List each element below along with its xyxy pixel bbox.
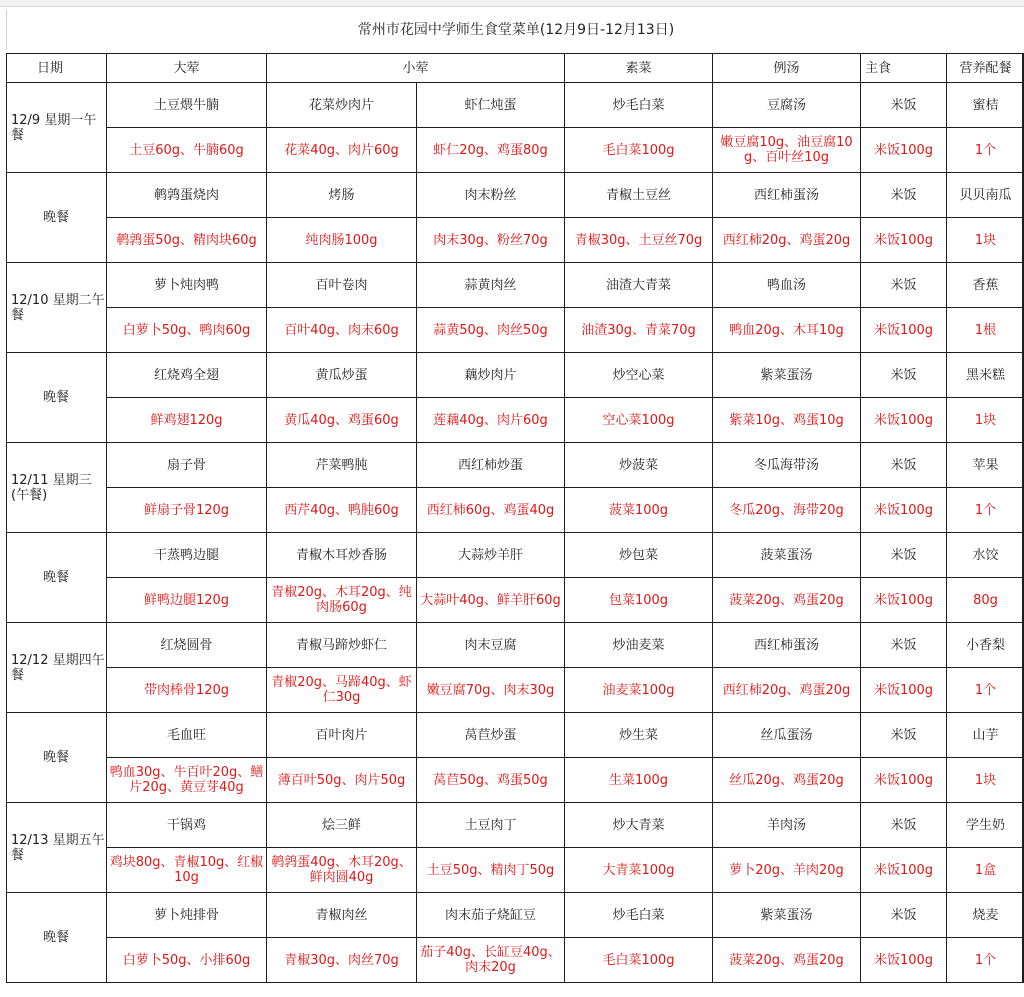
meal-dish-row bbox=[7, 533, 1024, 578]
amount-side-meat-2: 土豆50g、精肉丁50g bbox=[417, 848, 565, 893]
dish-staple: 米饭 bbox=[861, 533, 947, 578]
dish-side-meat-2: 莴苣炒蛋 bbox=[417, 713, 565, 758]
dish-side-meat-2: 肉末茄子烧缸豆 bbox=[417, 893, 565, 938]
dish-side-meat-1: 百叶卷肉 bbox=[267, 263, 417, 308]
amount-vegetable: 生菜100g bbox=[565, 758, 713, 803]
amount-side-meat-2: 嫩豆腐70g、肉末30g bbox=[417, 668, 565, 713]
header-row bbox=[7, 54, 1024, 83]
meal-dish-row bbox=[7, 713, 1024, 758]
amount-nutrition: 1个 bbox=[947, 668, 1024, 713]
menu-table bbox=[6, 53, 1024, 983]
amount-main-meat: 白萝卜50g、鸭肉60g bbox=[107, 308, 267, 353]
dish-main-meat: 萝卜炖肉鸭 bbox=[107, 263, 267, 308]
amount-main-meat: 白萝卜50g、小排60g bbox=[107, 938, 267, 983]
amount-soup: 嫩豆腐10g、油豆腐10g、百叶丝10g bbox=[713, 128, 861, 173]
amount-vegetable: 毛白菜100g bbox=[565, 938, 713, 983]
dish-side-meat-1: 青椒木耳炒香肠 bbox=[267, 533, 417, 578]
meal-amount-row bbox=[7, 128, 1024, 173]
amount-nutrition: 1个 bbox=[947, 938, 1024, 983]
header-date: 日期 bbox=[7, 54, 107, 83]
dish-nutrition: 蜜桔 bbox=[947, 83, 1024, 128]
amount-nutrition: 1块 bbox=[947, 398, 1024, 443]
amount-main-meat: 鲜鸭边腿120g bbox=[107, 578, 267, 623]
dish-side-meat-1: 烩三鲜 bbox=[267, 803, 417, 848]
dish-side-meat-1: 烤肠 bbox=[267, 173, 417, 218]
dish-side-meat-2: 肉末粉丝 bbox=[417, 173, 565, 218]
amount-staple: 米饭100g bbox=[861, 668, 947, 713]
dish-nutrition: 山芋 bbox=[947, 713, 1024, 758]
meal-amount-row bbox=[7, 488, 1024, 533]
amount-side-meat-2: 西红柿60g、鸡蛋40g bbox=[417, 488, 565, 533]
meal-dish-row bbox=[7, 443, 1024, 488]
amount-vegetable: 毛白菜100g bbox=[565, 128, 713, 173]
dish-main-meat: 萝卜炖排骨 bbox=[107, 893, 267, 938]
dish-main-meat: 鹌鹑蛋烧肉 bbox=[107, 173, 267, 218]
meal-amount-row bbox=[7, 758, 1024, 803]
amount-side-meat-2: 莴苣50g、鸡蛋50g bbox=[417, 758, 565, 803]
dish-vegetable: 炒空心菜 bbox=[565, 353, 713, 398]
dish-side-meat-1: 青椒马蹄炒虾仁 bbox=[267, 623, 417, 668]
amount-nutrition: 1块 bbox=[947, 218, 1024, 263]
amount-vegetable: 空心菜100g bbox=[565, 398, 713, 443]
dish-soup: 紫菜蛋汤 bbox=[713, 893, 861, 938]
amount-side-meat-1: 青椒20g、马蹄40g、虾仁30g bbox=[267, 668, 417, 713]
amount-vegetable: 包菜100g bbox=[565, 578, 713, 623]
amount-side-meat-1: 西芹40g、鸭肫60g bbox=[267, 488, 417, 533]
amount-nutrition: 1根 bbox=[947, 308, 1024, 353]
dish-staple: 米饭 bbox=[861, 893, 947, 938]
dish-main-meat: 干锅鸡 bbox=[107, 803, 267, 848]
amount-side-meat-2: 虾仁20g、鸡蛋80g bbox=[417, 128, 565, 173]
amount-nutrition: 1块 bbox=[947, 758, 1024, 803]
dish-main-meat: 红烧圆骨 bbox=[107, 623, 267, 668]
dish-vegetable: 炒油麦菜 bbox=[565, 623, 713, 668]
header-main-meat: 大荤 bbox=[107, 54, 267, 83]
dish-soup: 紫菜蛋汤 bbox=[713, 353, 861, 398]
dish-vegetable: 炒生菜 bbox=[565, 713, 713, 758]
amount-side-meat-1: 花菜40g、肉片60g bbox=[267, 128, 417, 173]
meal-date-cell: 12/13 星期五午餐 bbox=[7, 803, 107, 893]
dish-staple: 米饭 bbox=[861, 443, 947, 488]
dish-nutrition: 学生奶 bbox=[947, 803, 1024, 848]
meal-amount-row bbox=[7, 848, 1024, 893]
dish-staple: 米饭 bbox=[861, 263, 947, 308]
dish-soup: 菠菜蛋汤 bbox=[713, 533, 861, 578]
dish-side-meat-2: 虾仁炖蛋 bbox=[417, 83, 565, 128]
amount-side-meat-1: 青椒30g、肉丝70g bbox=[267, 938, 417, 983]
dish-side-meat-1: 花菜炒肉片 bbox=[267, 83, 417, 128]
dish-soup: 冬瓜海带汤 bbox=[713, 443, 861, 488]
amount-staple: 米饭100g bbox=[861, 308, 947, 353]
dish-soup: 西红柿蛋汤 bbox=[713, 623, 861, 668]
dish-soup: 羊肉汤 bbox=[713, 803, 861, 848]
amount-vegetable: 油渣30g、青菜70g bbox=[565, 308, 713, 353]
meal-dish-row bbox=[7, 623, 1024, 668]
amount-side-meat-1: 薄百叶50g、肉片50g bbox=[267, 758, 417, 803]
dish-staple: 米饭 bbox=[861, 173, 947, 218]
meal-amount-row bbox=[7, 308, 1024, 353]
amount-staple: 米饭100g bbox=[861, 578, 947, 623]
amount-soup: 菠菜20g、鸡蛋20g bbox=[713, 578, 861, 623]
meal-date-cell: 12/10 星期二午餐 bbox=[7, 263, 107, 353]
amount-vegetable: 油麦菜100g bbox=[565, 668, 713, 713]
dish-staple: 米饭 bbox=[861, 623, 947, 668]
meal-amount-row bbox=[7, 668, 1024, 713]
meal-date-cell: 晚餐 bbox=[7, 173, 107, 263]
dish-vegetable: 炒大青菜 bbox=[565, 803, 713, 848]
amount-main-meat: 鲜扇子骨120g bbox=[107, 488, 267, 533]
dish-vegetable: 炒毛白菜 bbox=[565, 893, 713, 938]
dish-side-meat-2: 肉末豆腐 bbox=[417, 623, 565, 668]
amount-staple: 米饭100g bbox=[861, 848, 947, 893]
amount-main-meat: 鸡块80g、青椒10g、红椒10g bbox=[107, 848, 267, 893]
amount-side-meat-2: 茄子40g、长缸豆40g、肉末20g bbox=[417, 938, 565, 983]
meal-dish-row bbox=[7, 353, 1024, 398]
amount-staple: 米饭100g bbox=[861, 128, 947, 173]
amount-nutrition: 80g bbox=[947, 578, 1024, 623]
meal-dish-row bbox=[7, 83, 1024, 128]
dish-side-meat-2: 西红柿炒蛋 bbox=[417, 443, 565, 488]
amount-side-meat-1: 百叶40g、肉末60g bbox=[267, 308, 417, 353]
dish-side-meat-1: 百叶肉片 bbox=[267, 713, 417, 758]
meal-date-cell: 晚餐 bbox=[7, 353, 107, 443]
dish-nutrition: 贝贝南瓜 bbox=[947, 173, 1024, 218]
dish-nutrition: 苹果 bbox=[947, 443, 1024, 488]
meal-amount-row bbox=[7, 218, 1024, 263]
meal-dish-row bbox=[7, 263, 1024, 308]
dish-soup: 丝瓜蛋汤 bbox=[713, 713, 861, 758]
amount-vegetable: 大青菜100g bbox=[565, 848, 713, 893]
amount-side-meat-2: 蒜黄50g、肉丝50g bbox=[417, 308, 565, 353]
dish-main-meat: 土豆煨牛腩 bbox=[107, 83, 267, 128]
amount-main-meat: 鸭血30g、牛百叶20g、鳝片20g、黄豆芽40g bbox=[107, 758, 267, 803]
amount-nutrition: 1个 bbox=[947, 128, 1024, 173]
meal-dish-row bbox=[7, 893, 1024, 938]
amount-staple: 米饭100g bbox=[861, 488, 947, 533]
dish-side-meat-1: 芹菜鸭肫 bbox=[267, 443, 417, 488]
amount-soup: 萝卜20g、羊肉20g bbox=[713, 848, 861, 893]
meal-amount-row bbox=[7, 578, 1024, 623]
meal-date-cell: 12/11 星期三(午餐) bbox=[7, 443, 107, 533]
meal-dish-row bbox=[7, 803, 1024, 848]
dish-nutrition: 黑米糕 bbox=[947, 353, 1024, 398]
dish-vegetable: 炒包菜 bbox=[565, 533, 713, 578]
amount-nutrition: 1盒 bbox=[947, 848, 1024, 893]
meal-date-cell: 晚餐 bbox=[7, 533, 107, 623]
amount-soup: 冬瓜20g、海带20g bbox=[713, 488, 861, 533]
header-staple: 主食 bbox=[861, 54, 947, 83]
header-soup: 例汤 bbox=[713, 54, 861, 83]
dish-nutrition: 水饺 bbox=[947, 533, 1024, 578]
meal-amount-row bbox=[7, 938, 1024, 983]
amount-side-meat-1: 纯肉肠100g bbox=[267, 218, 417, 263]
dish-soup: 豆腐汤 bbox=[713, 83, 861, 128]
dish-side-meat-1: 黄瓜炒蛋 bbox=[267, 353, 417, 398]
amount-soup: 丝瓜20g、鸡蛋20g bbox=[713, 758, 861, 803]
amount-vegetable: 菠菜100g bbox=[565, 488, 713, 533]
amount-main-meat: 土豆60g、牛腩60g bbox=[107, 128, 267, 173]
meal-amount-row bbox=[7, 398, 1024, 443]
header-vegetable: 素菜 bbox=[565, 54, 713, 83]
amount-soup: 西红柿20g、鸡蛋20g bbox=[713, 668, 861, 713]
dish-side-meat-2: 藕炒肉片 bbox=[417, 353, 565, 398]
amount-side-meat-2: 大蒜叶40g、鲜羊肝60g bbox=[417, 578, 565, 623]
amount-side-meat-1: 青椒20g、木耳20g、纯肉肠60g bbox=[267, 578, 417, 623]
amount-side-meat-1: 鹌鹑蛋40g、木耳20g、鲜肉圆40g bbox=[267, 848, 417, 893]
amount-staple: 米饭100g bbox=[861, 938, 947, 983]
amount-nutrition: 1个 bbox=[947, 488, 1024, 533]
dish-staple: 米饭 bbox=[861, 713, 947, 758]
dish-vegetable: 青椒土豆丝 bbox=[565, 173, 713, 218]
meal-date-cell: 晚餐 bbox=[7, 713, 107, 803]
amount-side-meat-2: 莲藕40g、肉片60g bbox=[417, 398, 565, 443]
amount-main-meat: 带肉棒骨120g bbox=[107, 668, 267, 713]
meal-date-cell: 12/9 星期一午餐 bbox=[7, 83, 107, 173]
column-header-strip bbox=[0, 0, 1024, 7]
dish-nutrition: 小香梨 bbox=[947, 623, 1024, 668]
meal-date-cell: 12/12 星期四午餐 bbox=[7, 623, 107, 713]
amount-soup: 菠菜20g、鸡蛋20g bbox=[713, 938, 861, 983]
menu-title: 常州市花园中学师生食堂菜单(12月9日-12月13日) bbox=[6, 10, 1024, 50]
meal-date-cell: 晚餐 bbox=[7, 893, 107, 983]
amount-vegetable: 青椒30g、土豆丝70g bbox=[565, 218, 713, 263]
dish-side-meat-1: 青椒肉丝 bbox=[267, 893, 417, 938]
dish-staple: 米饭 bbox=[861, 803, 947, 848]
dish-staple: 米饭 bbox=[861, 353, 947, 398]
dish-side-meat-2: 大蒜炒羊肝 bbox=[417, 533, 565, 578]
dish-nutrition: 香蕉 bbox=[947, 263, 1024, 308]
dish-side-meat-2: 土豆肉丁 bbox=[417, 803, 565, 848]
amount-main-meat: 鲜鸡翅120g bbox=[107, 398, 267, 443]
dish-main-meat: 干蒸鸭边腿 bbox=[107, 533, 267, 578]
dish-side-meat-2: 蒜黄肉丝 bbox=[417, 263, 565, 308]
amount-soup: 鸭血20g、木耳10g bbox=[713, 308, 861, 353]
dish-soup: 西红柿蛋汤 bbox=[713, 173, 861, 218]
dish-main-meat: 毛血旺 bbox=[107, 713, 267, 758]
dish-vegetable: 炒毛白菜 bbox=[565, 83, 713, 128]
amount-soup: 西红柿20g、鸡蛋20g bbox=[713, 218, 861, 263]
dish-nutrition: 烧麦 bbox=[947, 893, 1024, 938]
amount-main-meat: 鹌鹑蛋50g、精肉块60g bbox=[107, 218, 267, 263]
dish-main-meat: 扇子骨 bbox=[107, 443, 267, 488]
amount-soup: 紫菜10g、鸡蛋10g bbox=[713, 398, 861, 443]
header-side-meat: 小荤 bbox=[267, 54, 565, 83]
amount-staple: 米饭100g bbox=[861, 398, 947, 443]
dish-staple: 米饭 bbox=[861, 83, 947, 128]
dish-vegetable: 炒菠菜 bbox=[565, 443, 713, 488]
amount-staple: 米饭100g bbox=[861, 218, 947, 263]
amount-staple: 米饭100g bbox=[861, 758, 947, 803]
dish-vegetable: 油渣大青菜 bbox=[565, 263, 713, 308]
amount-side-meat-2: 肉末30g、粉丝70g bbox=[417, 218, 565, 263]
header-nutrition: 营养配餐 bbox=[947, 54, 1024, 83]
meal-dish-row bbox=[7, 173, 1024, 218]
dish-soup: 鸭血汤 bbox=[713, 263, 861, 308]
amount-side-meat-1: 黄瓜40g、鸡蛋60g bbox=[267, 398, 417, 443]
dish-main-meat: 红烧鸡全翅 bbox=[107, 353, 267, 398]
